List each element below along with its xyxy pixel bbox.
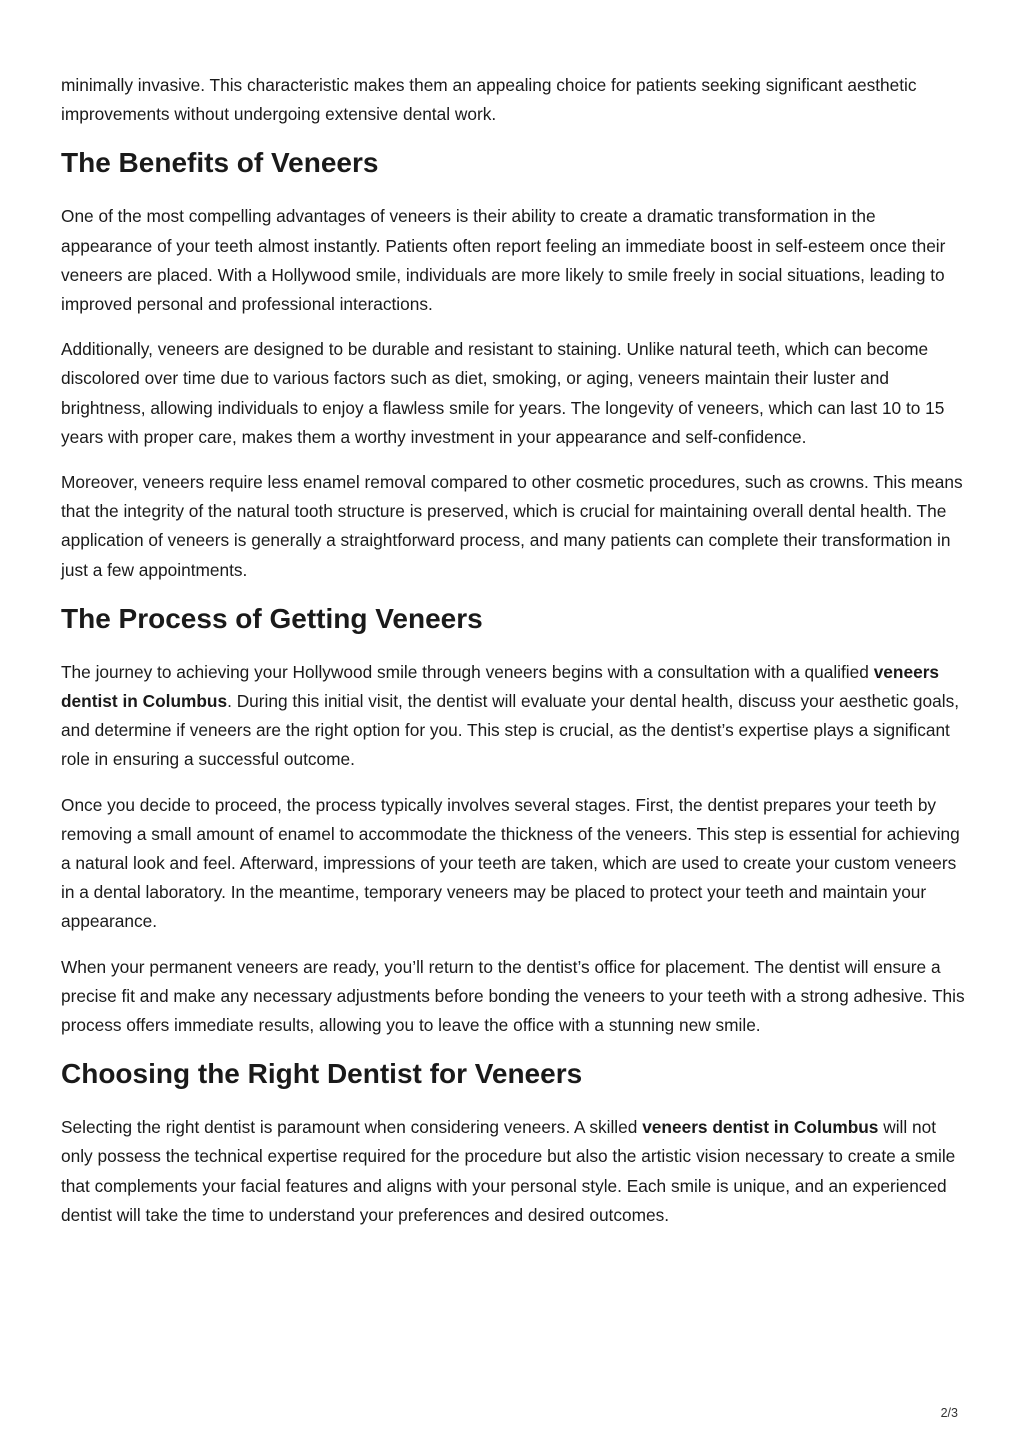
page-number: 2/3 xyxy=(940,1406,958,1420)
veneers-dentist-bold-text: veneers dentist in Columbus xyxy=(61,661,940,712)
process-paragraph-1 xyxy=(61,658,966,775)
choosing-paragraph-1-text-a: Selecting the right dentist is paramount when considering veneers. A skilled xyxy=(61,1117,643,1138)
benefits-paragraph-3: Moreover, veneers require less enamel removal compared to other cosmetic procedures, such as crowns. This means that the integrity of the natural tooth structure is preserved, which is crucial for maintaining overall dental health. The application of veneers is generally a straightforward process, and many patients can complete their transformation in just a few appointments. xyxy=(61,472,963,580)
process-paragraph-3: When your permanent veneers are ready, you’ll return to the dentist’s office for placement. The dentist will ensure a precise fit and make any necessary adjustments before bonding the veneers to your teeth with a strong adhesive. This process offers immediate results, allowing you to leave the office with a stunning new smile. xyxy=(61,956,965,1036)
benefits-paragraph-1: One of the most compelling advantages of veneers is their ability to create a dramatic transformation in the appearance of your teeth almost instantly. Patients often report feeling an immediate boost in self-esteem once their veneers are placed. With a Hollywood smile, individuals are more likely to smile freely in social situations, leading to improved personal and professional interactions. xyxy=(61,206,946,315)
choosing-paragraph-1 xyxy=(61,1113,966,1230)
choosing-paragraph-1-text-b: will not only possess the technical expertise required for the procedure but also the artistic vision necessary to create a smile that complements your facial features and aligns with your personal style. Each smile is unique, and an experienced dentist will take the time to understand your preferences and desired outcomes. xyxy=(61,1117,956,1225)
veneers-dentist-bold-text-2: veneers dentist in Columbus xyxy=(642,1117,879,1138)
process-heading: The Process of Getting Veneers xyxy=(61,602,483,634)
process-paragraph-1-text-a: The journey to achieving your Hollywood smile through veneers begins with a consultation with a qualified xyxy=(61,661,874,682)
benefits-heading: The Benefits of Veneers xyxy=(61,147,379,179)
benefits-paragraph-2: Additionally, veneers are designed to be durable and resistant to staining. Unlike natural teeth, which can become discolored over time due to various factors such as diet, smoking, or aging, veneers maintain their luster and brightness, allowing individuals to enjoy a flawless smile for years. The longevity of veneers, which can last 10 to 15 years with proper care, makes them a worthy investment in your appearance and self-confidence. xyxy=(61,339,945,447)
choosing-heading: Choosing the Right Dentist for Veneers xyxy=(61,1058,583,1090)
intro-continuation-paragraph: minimally invasive. This characteristic makes them an appealing choice for patients seeking significant aesthetic improvements without undergoing extensive dental work. xyxy=(61,75,917,125)
document-page xyxy=(61,71,966,1246)
process-paragraph-1-text-b: . During this initial visit, the dentist will evaluate your dental health, discuss your aesthetic goals, and determine if veneers are the right option for you. This step is crucial, as the dentist’s expertise plays a significant role in ensuring a successful outcome. xyxy=(61,691,960,770)
process-paragraph-2: Once you decide to proceed, the process typically involves several stages. First, the dentist prepares your teeth by removing a small amount of enamel to accommodate the thickness of the veneers. This step is essential for achieving a natural look and feel. Afterward, impressions of your teeth are taken, which are used to create your custom veneers in a dental laboratory. In the meantime, temporary veneers may be placed to protect your teeth and maintain your appearance. xyxy=(61,794,960,932)
